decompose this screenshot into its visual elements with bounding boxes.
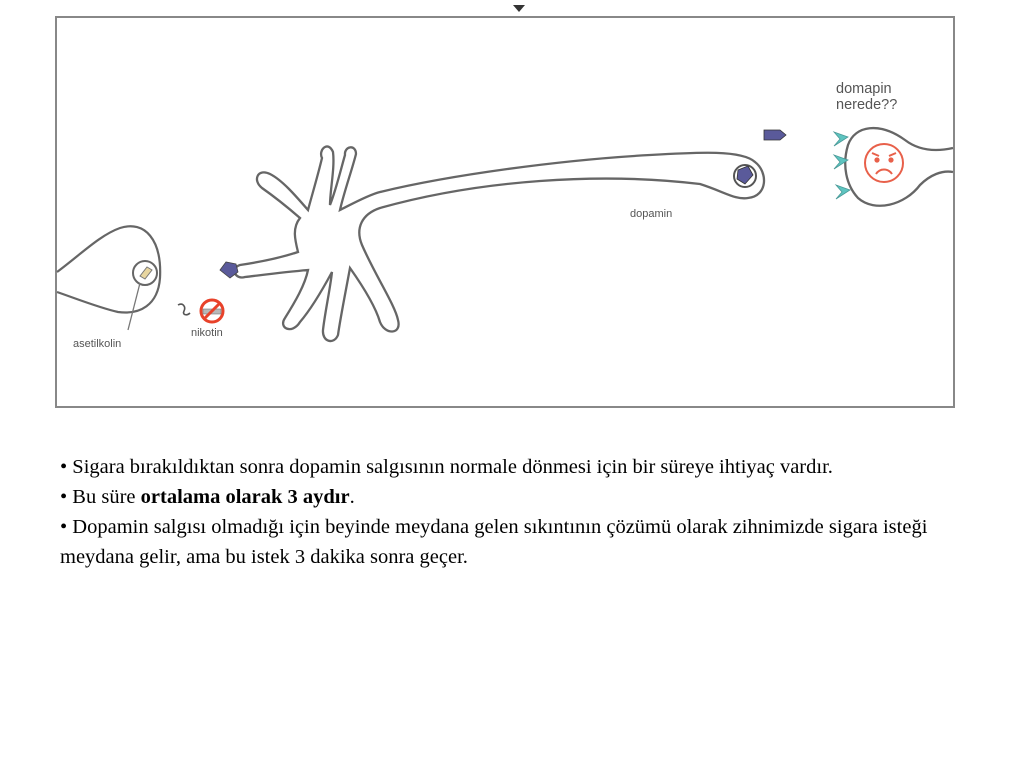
question-label-line1: domapin	[836, 81, 892, 97]
no-smoking-icon	[201, 300, 223, 322]
bullet-2-prefix: • Bu süre	[60, 486, 141, 508]
bullet-3: • Dopamin salgısı olmadığı için beyinde meydana gelen sıkıntının çözümü olarak zihnimizde sigara isteği meydana gelir, ama bu istek 3 dakika sonra geçer.	[60, 516, 928, 568]
nicotine-label: nikotin	[191, 327, 223, 339]
dopamine-label: dopamin	[630, 208, 673, 220]
bullet-text	[60, 452, 960, 572]
acetylcholine-label: asetilkolin	[73, 338, 122, 350]
bullet-1: • Sigara bırakıldıktan sonra dopamin salgısının normale dönmesi için bir süreye ihtiyaç vardır.	[60, 456, 833, 478]
bullet-2	[60, 482, 960, 512]
top-marker	[513, 5, 525, 12]
question-label-line2: nerede??	[836, 97, 898, 113]
diagram-frame	[56, 17, 954, 407]
bullet-2-bold: ortalama olarak 3 aydır	[140, 486, 350, 508]
bullet-2-suffix: .	[349, 486, 355, 508]
